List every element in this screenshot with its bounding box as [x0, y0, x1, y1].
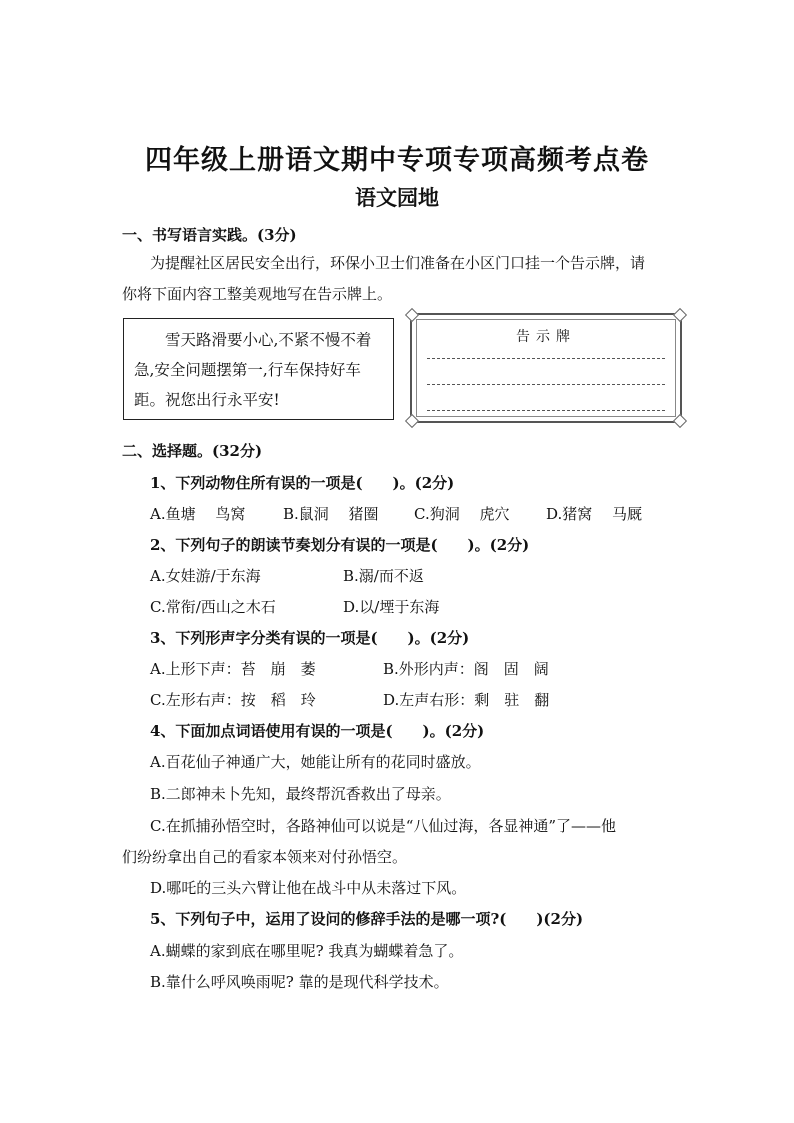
question-3-option-a: A.上形下声：苔 崩 萎 [150, 660, 316, 678]
notice-text: 雪天路滑要小心,不紧不慢不着急,安全问题摆第一,行车保持好车距。祝您出行永平安! [134, 331, 372, 409]
question-3-stem: 3、下列形声字分类有误的一项是( )。(2分) [150, 629, 470, 647]
question-5-option-b: B.靠什么呼风唤雨呢? 靠的是现代科学技术。 [150, 973, 449, 991]
question-2-option-d: D.以/堙于东海 [343, 598, 440, 616]
question-3-option-d: D.左声右形：剩 驻 翻 [383, 691, 550, 709]
question-5-stem: 5、下列句子中，运用了设问的修辞手法的是哪一项?( )(2分) [150, 910, 584, 928]
page-title: 四年级上册语文期中专项专项高频考点卷 [145, 145, 649, 176]
notice-board-inner-frame [416, 319, 676, 417]
section1-intro-line1: 为提醒社区居民安全出行，环保小卫士们准备在小区门口挂一个告示牌，请 [150, 254, 646, 272]
question-4-stem: 4、下面加点词语使用有误的一项是( )。(2分) [150, 722, 485, 740]
question-3-option-c: C.左形右声：按 稻 玲 [150, 691, 316, 709]
question-2-stem: 2、下列句子的朗读节奏划分有误的一项是( )。(2分) [150, 536, 530, 554]
writing-line-1 [427, 358, 665, 359]
question-4-option-c-line2: 们纷纷拿出自己的看家本领来对付孙悟空。 [122, 848, 408, 866]
question-1-option-c: C.狗洞 虎穴 [414, 505, 510, 523]
question-1-option-b: B.鼠洞 猪圈 [283, 505, 379, 523]
writing-line-3 [427, 410, 665, 411]
question-4-option-d: D.哪吒的三头六臂让他在战斗中从未落过下风。 [150, 879, 467, 897]
page-subtitle: 语文园地 [355, 185, 439, 210]
section2-heading: 二、选择题。(32分) [122, 442, 263, 460]
question-4-option-c-line1: C.在抓捕孙悟空时，各路神仙可以说是“八仙过海，各显神通”了——他 [150, 817, 617, 835]
section1-heading: 一、书写语言实践。(3分) [122, 226, 297, 244]
question-4-option-a: A.百花仙子神通广大，她能让所有的花同时盛放。 [150, 753, 481, 771]
question-2-option-a: A.女娃游/于东海 [150, 567, 261, 585]
notice-board [410, 313, 682, 423]
question-1-option-d: D.猪窝 马厩 [546, 505, 643, 523]
question-2-option-b: B.溺/而不返 [343, 567, 424, 585]
question-4-option-b: B.二郎神未卜先知，最终帮沉香救出了母亲。 [150, 785, 451, 803]
notice-text-box [123, 318, 394, 420]
question-1-stem: 1、下列动物住所有误的一项是( )。(2分) [150, 474, 455, 492]
section1-intro-line2: 你将下面内容工整美观地写在告示牌上。 [122, 285, 393, 303]
question-3-option-b: B.外形内声：阁 固 阔 [383, 660, 549, 678]
notice-board-title: 告示牌 [516, 329, 576, 345]
question-1-option-a: A.鱼塘 鸟窝 [150, 505, 246, 523]
question-2-option-c: C.常衔/西山之木石 [150, 598, 276, 616]
writing-line-2 [427, 384, 665, 385]
question-5-option-a: A.蝴蝶的家到底在哪里呢? 我真为蝴蝶着急了。 [150, 942, 464, 960]
